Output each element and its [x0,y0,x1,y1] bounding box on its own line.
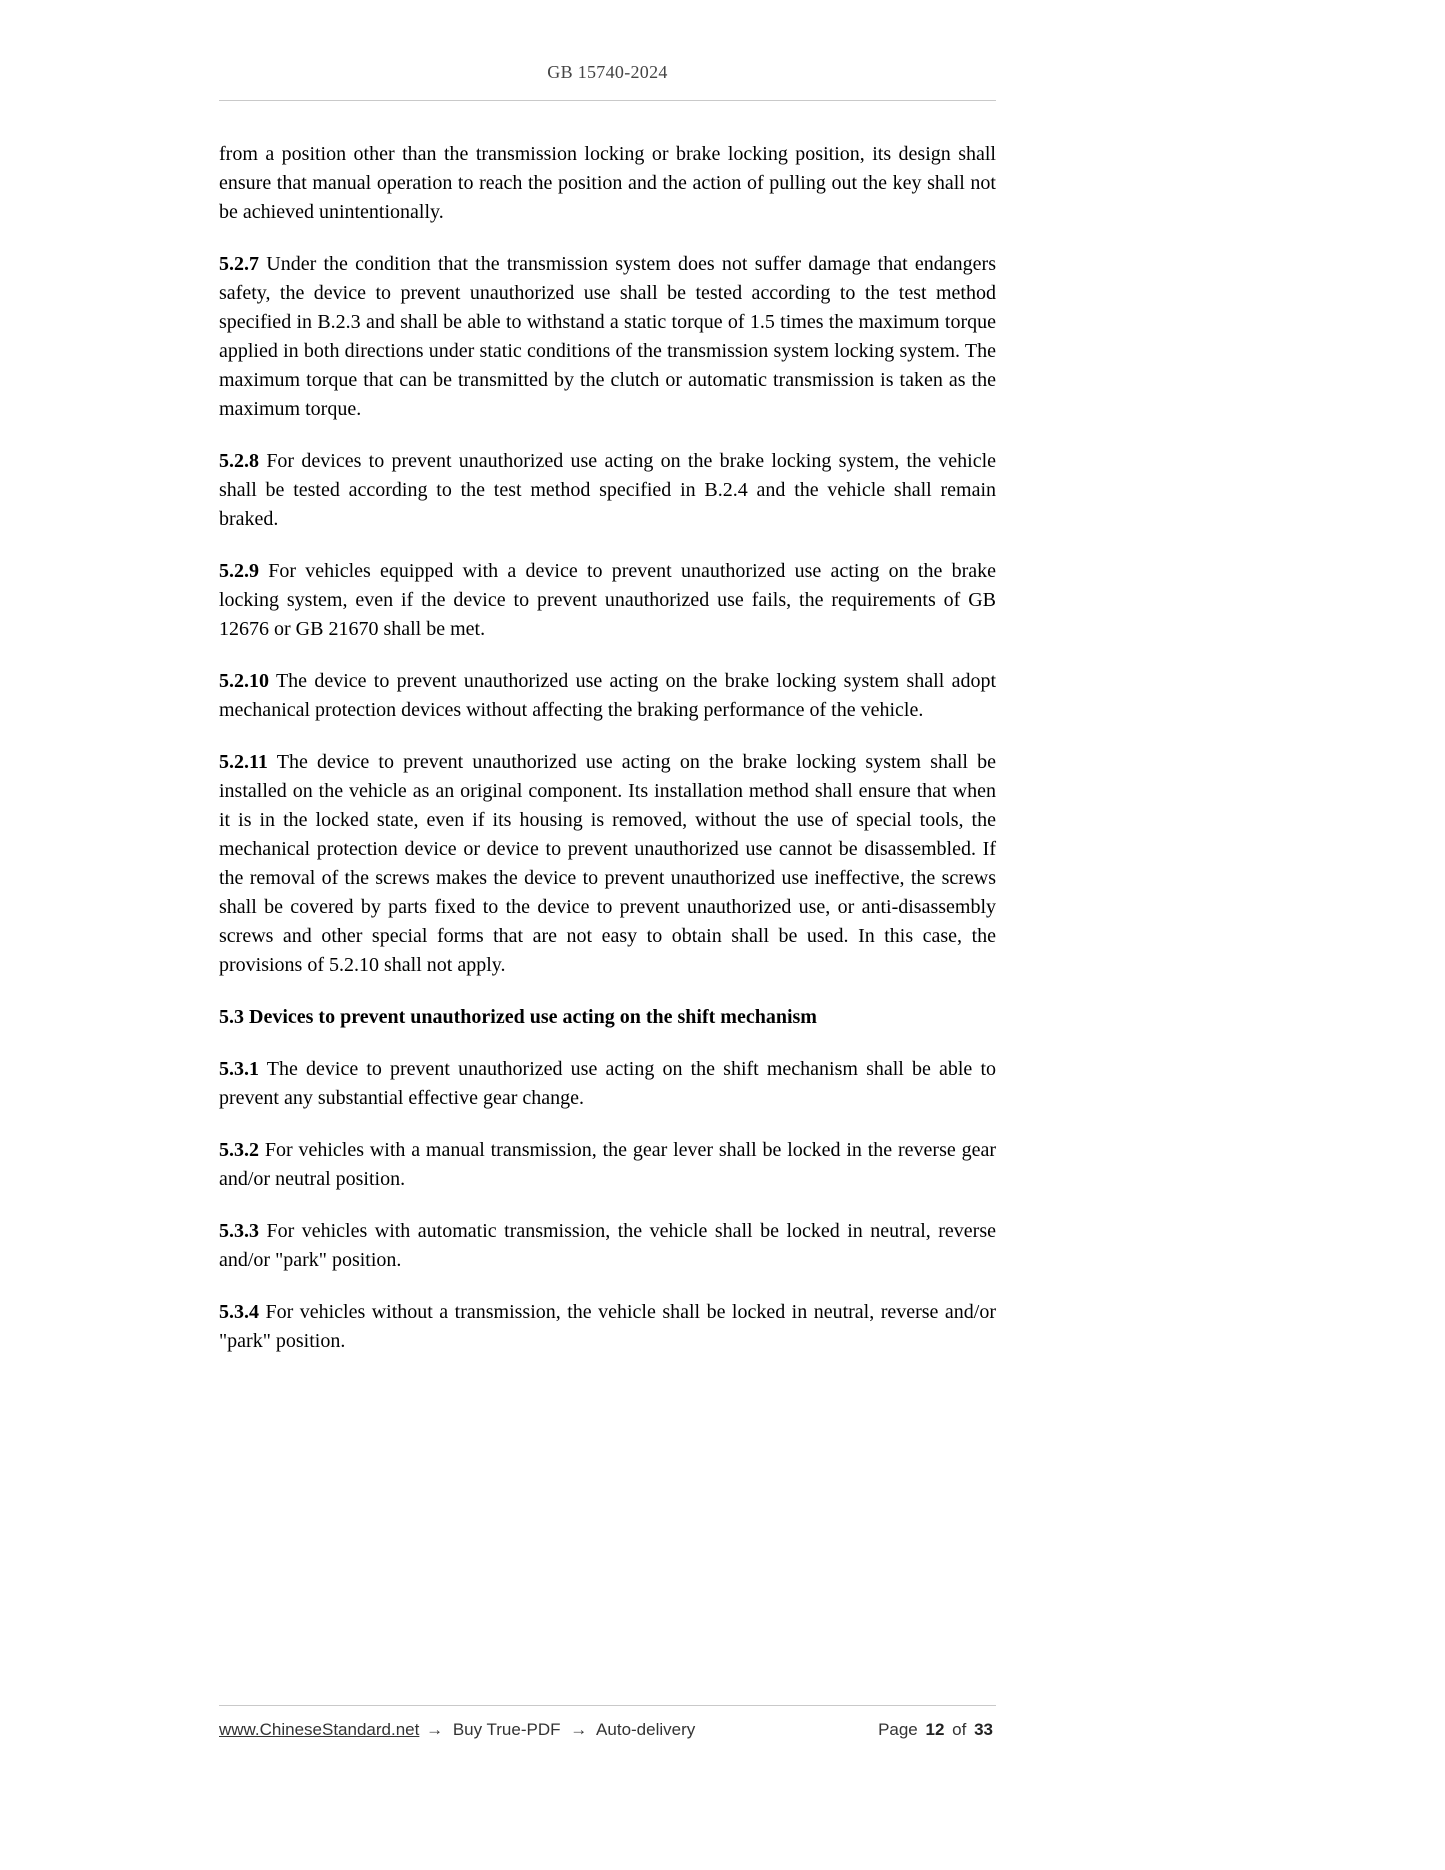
footer-divider [219,1705,996,1706]
clause-number: 5.3.3 [219,1220,259,1242]
paragraph-5-2-8 [219,447,996,534]
paragraph-5-3-2 [219,1136,996,1194]
paragraph-5-2-9 [219,557,996,644]
paragraph-5-3-1 [219,1055,996,1113]
arrow-icon: → [570,1720,588,1739]
paragraph-continuation [219,140,996,227]
clause-number: 5.3.4 [219,1301,259,1323]
total-page-number: 33 [974,1720,993,1739]
page-header [219,62,996,83]
header-divider [219,100,996,101]
page-indicator [878,1720,996,1740]
page-label: Page [878,1720,918,1739]
document-body [219,140,996,1379]
paragraph-5-2-11 [219,748,996,980]
paragraph-text: For vehicles with a manual transmission, the gear lever shall be locked in the reverse gear and/or neutral position. [219,1139,996,1190]
clause-number: 5.2.10 [219,670,269,692]
footer-source-line [219,1720,698,1740]
document-page [219,0,996,1870]
auto-delivery-label: Auto-delivery [596,1720,696,1739]
clause-number: 5.3.2 [219,1139,259,1161]
paragraph-5-2-7 [219,250,996,424]
paragraph-text: The device to prevent unauthorized use acting on the brake locking system shall adopt mechanical protection devices without affecting the braking performance of the vehicle. [219,670,997,721]
paragraph-text: For vehicles without a transmission, the vehicle shall be locked in neutral, reverse and/or "park" position. [219,1301,996,1352]
section-heading-5-3 [219,1003,996,1032]
paragraph-text: The device to prevent unauthorized use acting on the brake locking system shall be installed on the vehicle as an original component. Its installation method shall ensure that when it is in the locked state, even if its housing is removed, without the use of special tools, the mechanical protection device or device to prevent unauthorized use cannot be disassembled. If the removal of the screws makes the device to prevent unauthorized use ineffective, the screws shall be covered by parts fixed to the device to prevent unauthorized use, or anti-disassembly screws and other special forms that are not easy to obtain shall be used. In this case, the provisions of 5.2.10 shall not apply. [219,751,997,976]
clause-number: 5.2.7 [219,253,259,275]
section-number: 5.3 [219,1006,244,1028]
paragraph-5-3-3 [219,1217,996,1275]
clause-number: 5.2.11 [219,751,268,773]
buy-pdf-label: Buy True-PDF [452,1720,561,1739]
paragraph-text: For vehicles equipped with a device to prevent unauthorized use acting on the brake locking system, even if the device to prevent unauthorized use fails, the requirements of GB 12676 or GB 21670 shall be met. [219,560,996,640]
page-footer [219,1720,996,1740]
paragraph-5-3-4 [219,1298,996,1356]
paragraph-text: from a position other than the transmission locking or brake locking position, its design shall ensure that manual operation to reach the position and the action of pulling out the key shall not be achieved unintentionally. [219,143,996,223]
website-link[interactable]: www.ChineseStandard.net [219,1720,420,1739]
arrow-icon: → [426,1720,444,1739]
paragraph-text: For devices to prevent unauthorized use acting on the brake locking system, the vehicle shall be tested according to the test method specified in B.2.4 and the vehicle shall remain braked. [219,450,997,530]
paragraph-text: The device to prevent unauthorized use acting on the shift mechanism shall be able to prevent any substantial effective gear change. [219,1058,996,1109]
paragraph-text: Under the condition that the transmission system does not suffer damage that endangers safety, the device to prevent unauthorized use shall be tested according to the test method specified in B.2.3 and shall be able to withstand a static torque of 1.5 times the maximum torque applied in both directions under static conditions of the transmission system locking system. The maximum torque that can be transmitted by the clutch or automatic transmission is taken as the maximum torque. [219,253,996,420]
clause-number: 5.2.9 [219,560,259,582]
current-page-number: 12 [925,1720,945,1739]
clause-number: 5.3.1 [219,1058,259,1080]
paragraph-5-2-10 [219,667,996,725]
paragraph-text: For vehicles with automatic transmission, the vehicle shall be locked in neutral, reverse and/or "park" position. [219,1220,997,1271]
section-title: Devices to prevent unauthorized use acting on the shift mechanism [249,1006,817,1028]
clause-number: 5.2.8 [219,450,259,472]
standard-number-title: GB 15740-2024 [547,62,668,82]
of-label: of [952,1720,967,1739]
